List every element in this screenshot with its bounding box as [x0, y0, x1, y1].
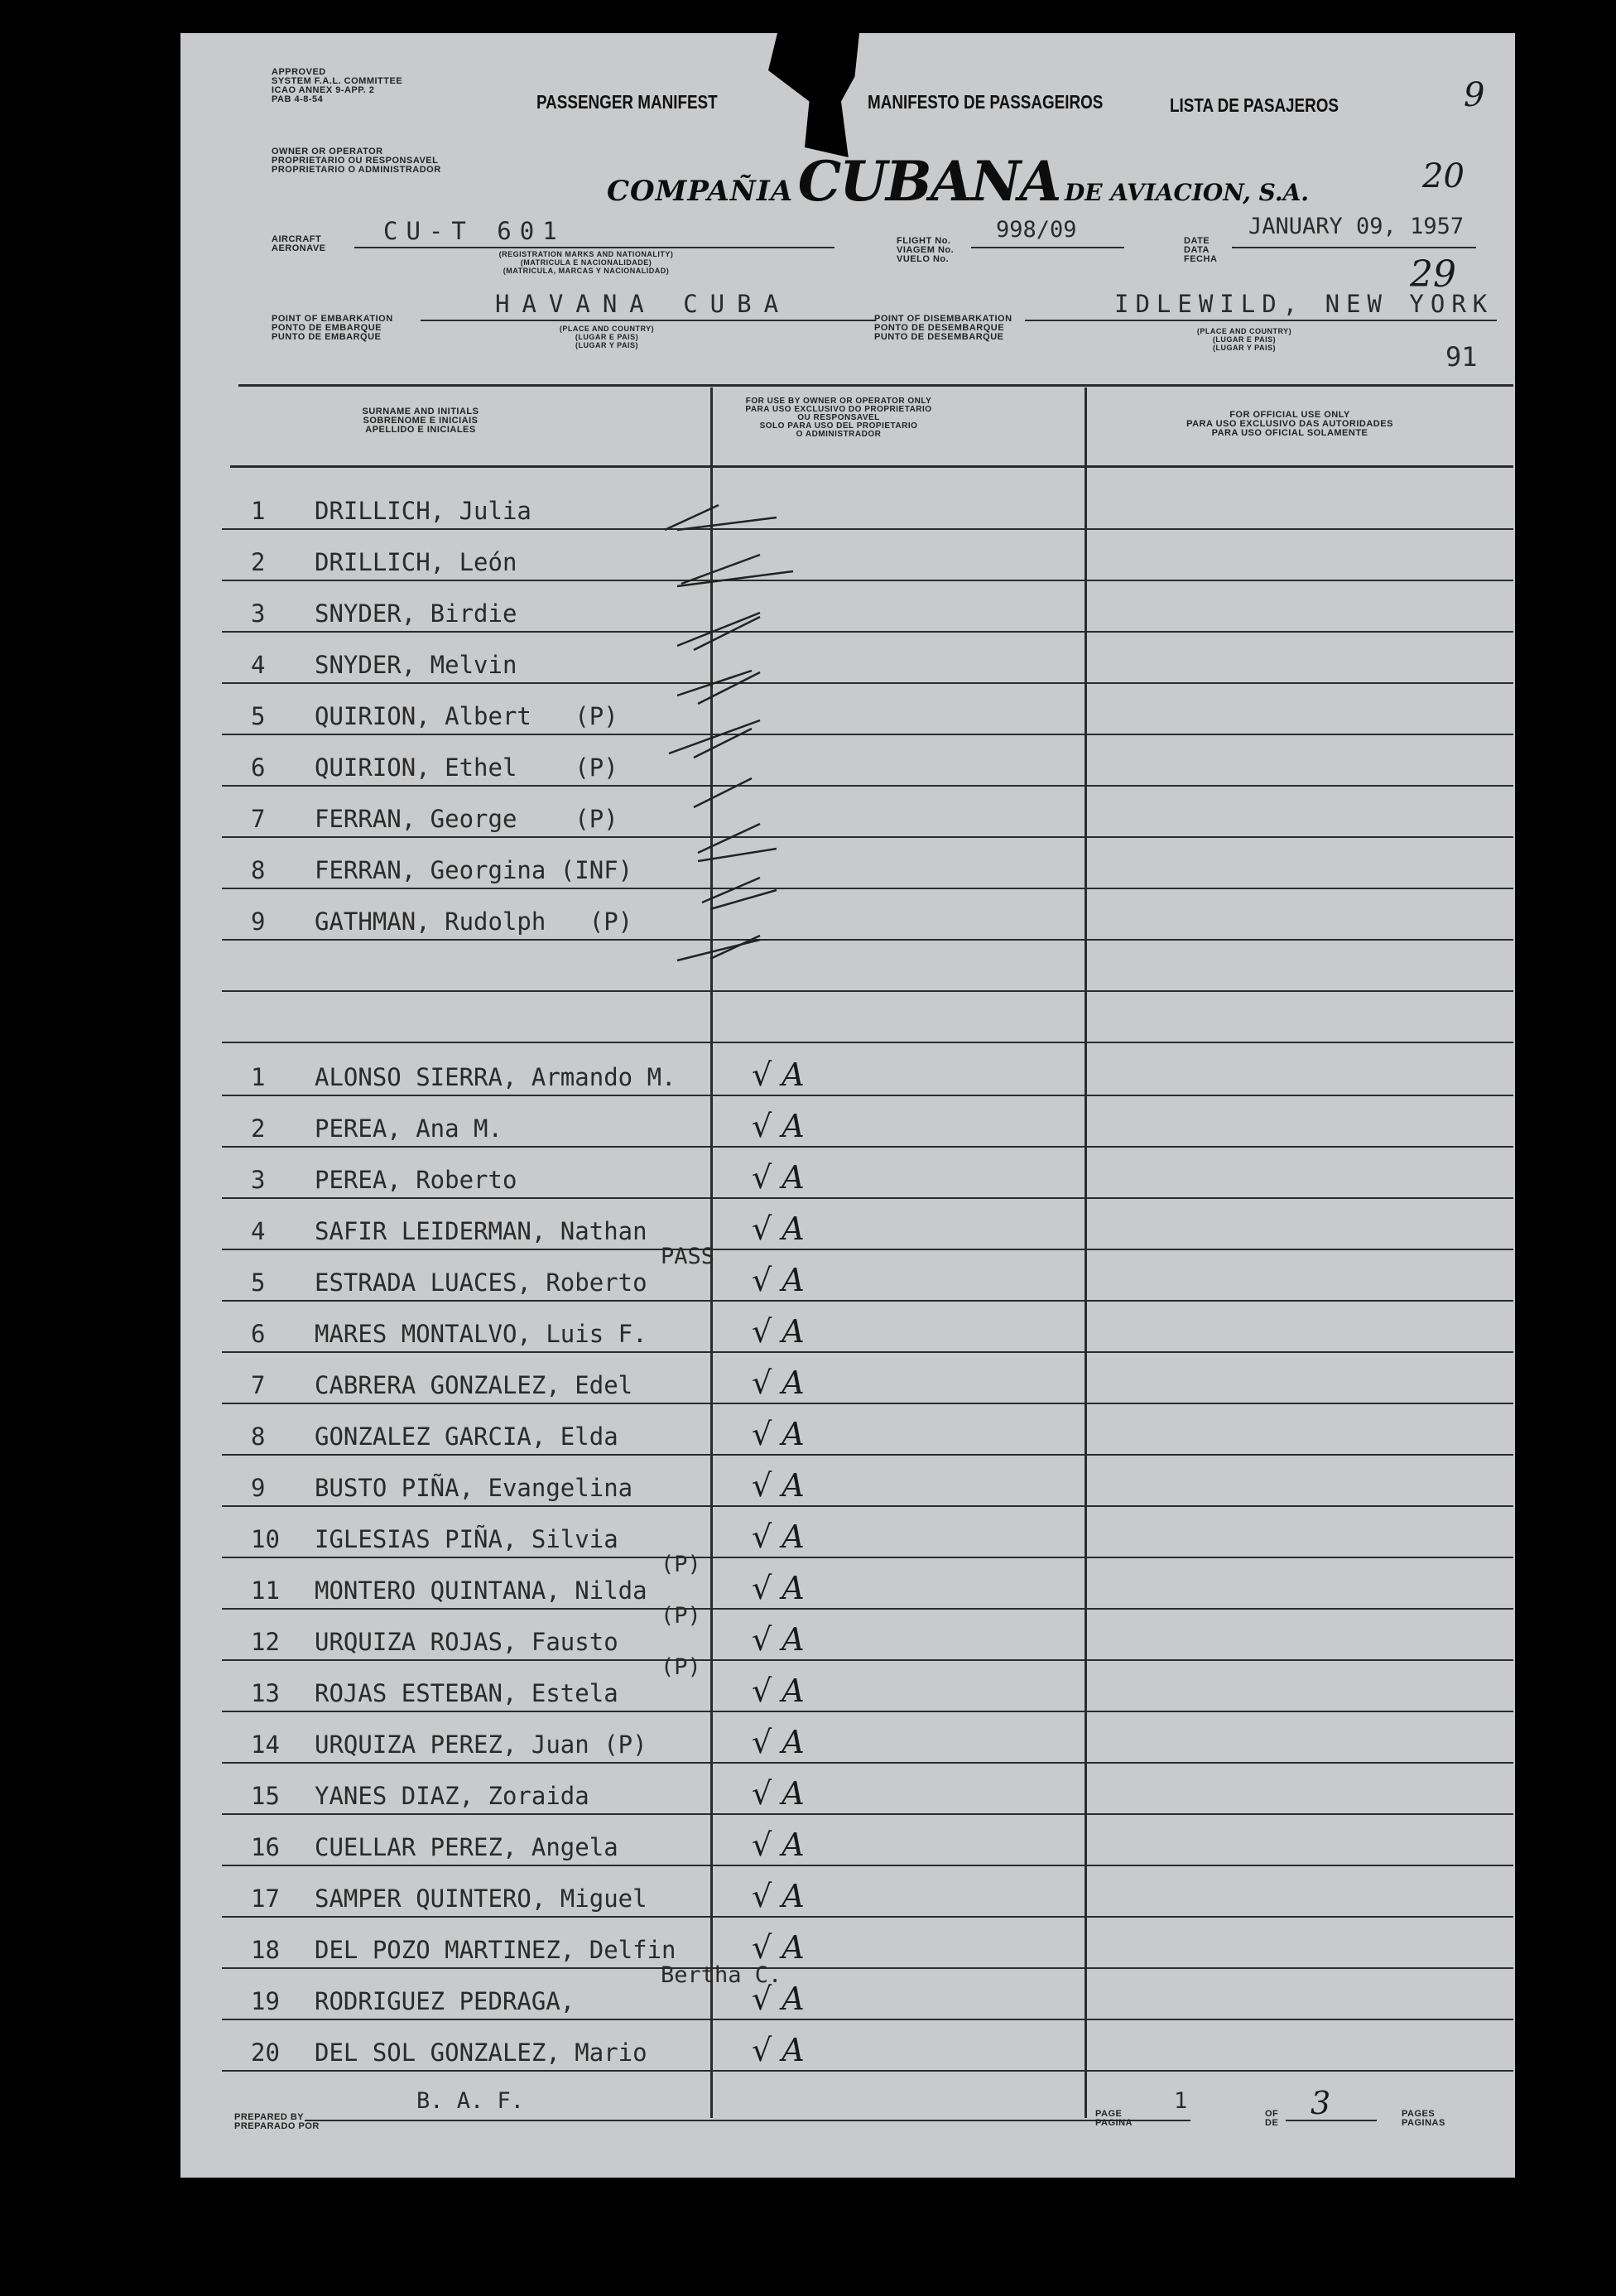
aircraft-label: AIRCRAFT AERONAVE: [272, 234, 326, 253]
flight-label: FLIGHT No. VIAGEM No. VUELO No.: [897, 236, 955, 264]
tick-strokes: [180, 33, 1515, 1109]
row-number: 18: [251, 1936, 280, 1964]
passenger-name: IGLESIAS PIÑA, Silvia: [315, 1525, 618, 1553]
passenger-name: DEL POZO MARTINEZ, Delfin: [315, 1936, 676, 1964]
handwritten-note-top: 20: [1422, 157, 1464, 195]
passenger-name: BUSTO PIÑA, Evangelina: [315, 1474, 633, 1502]
passenger-name: URQUIZA ROJAS, Fausto: [315, 1628, 618, 1656]
row-number: 6: [251, 1320, 266, 1348]
passenger-name: DEL SOL GONZALEZ, Mario: [315, 2038, 647, 2067]
passenger-name: CABRERA GONZALEZ, Edel: [315, 1371, 633, 1399]
manifest-code: 91: [1445, 341, 1478, 373]
title-en: PASSENGER MANIFEST: [536, 91, 718, 113]
row-number: 9: [251, 1474, 266, 1502]
table-row: [222, 1654, 1513, 1712]
embark-place: HAVANA CUBA: [495, 290, 791, 318]
owner-check-mark: √ A: [752, 1211, 805, 1247]
table-row: [222, 1045, 1513, 1096]
owner-check-mark: √ A: [752, 1057, 805, 1093]
handwritten-side-note: 29: [1410, 253, 1456, 296]
owner-check-mark: √ A: [752, 1673, 805, 1709]
flight-number: 998/09: [996, 217, 1077, 243]
row-number: 17: [251, 1884, 280, 1913]
passenger-name: GONZALEZ GARCIA, Elda: [315, 1422, 618, 1451]
owner-check-mark: √ A: [752, 1467, 805, 1504]
table-row: [222, 1199, 1513, 1250]
row-number: 1: [251, 1063, 266, 1091]
owner-check-mark: √ A: [752, 1570, 805, 1606]
handwritten-page-number: 9: [1464, 76, 1485, 114]
row-number: 8: [251, 1422, 266, 1451]
column-header-official: FOR OFFICIAL USE ONLY PARA USO EXCLUSIVO DAS AUTORIDADES PARA USO OFICIAL SOLAMENTE: [1186, 410, 1393, 438]
table-row: [222, 1866, 1513, 1918]
table-row: 8 FERRAN, Georgina (INF): [222, 838, 1513, 889]
table-row: [222, 1456, 1513, 1507]
table-row: [222, 1962, 1513, 2020]
embark-sublabel: (PLACE AND COUNTRY) (LUGAR E PAIS) (LUGAR Y PAIS): [559, 325, 655, 349]
page-number: 1: [1174, 2088, 1188, 2114]
table-row: 4 SNYDER, Melvin: [222, 633, 1513, 684]
row-number: 10: [251, 1525, 280, 1553]
table-row: [222, 1552, 1513, 1610]
passenger-name: YANES DIAZ, Zoraida: [315, 1782, 589, 1810]
row-number: 5: [251, 1268, 266, 1297]
prepared-by-value: B. A. F.: [416, 2088, 525, 2114]
table-row: [222, 1815, 1513, 1866]
passenger-name: PEREA, Roberto: [315, 1166, 517, 1194]
page-label: PAGE PAGINA: [1095, 2109, 1133, 2128]
owner-check-mark: √ A: [752, 1929, 805, 1966]
owner-check-mark: √ A: [752, 1262, 805, 1298]
row-number: 20: [251, 2038, 280, 2067]
airline-logo: COMPAÑIA CUBANA DE AVIACION, S.A.: [607, 149, 1310, 214]
owner-check-mark: √ A: [752, 1519, 805, 1555]
disembark-place: IDLEWILD, NEW YORK: [1114, 290, 1494, 318]
table-row: 2 DRILLICH, León: [222, 530, 1513, 581]
row-number: 13: [251, 1679, 280, 1707]
table-row: [222, 1507, 1513, 1558]
passenger-name: URQUIZA PEREZ, Juan (P): [315, 1730, 647, 1759]
table-row: [222, 1918, 1513, 1969]
table-row: [222, 1353, 1513, 1404]
row-number: 3: [251, 1166, 266, 1194]
owner-check-mark: √ A: [752, 1416, 805, 1452]
table-row: 3 SNYDER, Birdie: [222, 581, 1513, 633]
table-row: [222, 1302, 1513, 1353]
row-number: 11: [251, 1576, 280, 1605]
table-row: [222, 2020, 1513, 2072]
manifest-sheet: [180, 33, 1515, 2178]
row-number: 14: [251, 1730, 280, 1759]
owner-label: OWNER OR OPERATOR PROPRIETARIO OU RESPONSAVEL PROPRIETARIO O ADMINISTRADOR: [272, 147, 441, 175]
table-row: 7 FERRAN, George (P): [222, 787, 1513, 838]
table-row: [222, 1244, 1513, 1302]
table-row: [222, 1764, 1513, 1815]
flight-date: JANUARY 09, 1957: [1248, 214, 1464, 239]
owner-check-mark: √ A: [752, 1313, 805, 1350]
owner-check-mark: √ A: [752, 1159, 805, 1196]
owner-check-mark: √ A: [752, 1775, 805, 1812]
row-note: Bertha C.: [661, 1962, 782, 1988]
disembark-sublabel: (PLACE AND COUNTRY) (LUGAR E PAIS) (LUGAR Y PAIS): [1196, 327, 1292, 352]
date-label: DATE DATA FECHA: [1184, 236, 1218, 264]
row-note: (P): [661, 1603, 701, 1629]
title-pt: MANIFESTO DE PASSAGEIROS: [868, 91, 1104, 113]
table-row: [222, 1404, 1513, 1456]
approval-block: APPROVED SYSTEM F.A.L. COMMITTEE ICAO ANNEX 9-APP. 2 PAB 4-8-54: [272, 67, 403, 104]
passenger-name: MARES MONTALVO, Luis F.: [315, 1320, 647, 1348]
row-number: 4: [251, 1217, 266, 1245]
passenger-name: ALONSO SIERRA, Armando M.: [315, 1063, 676, 1091]
disembark-label: POINT OF DISEMBARKATION PONTO DE DESEMBARQUE PUNTO DE DESEMBARQUE: [874, 314, 1012, 342]
owner-check-mark: √ A: [752, 1981, 805, 2017]
prepared-by-label: PREPARED BY PREPARADO POR: [234, 2112, 320, 2131]
table-row: 6 QUIRION, Ethel (P): [222, 735, 1513, 787]
table-row: [222, 1712, 1513, 1764]
passenger-name: ROJAS ESTEBAN, Estela: [315, 1679, 618, 1707]
owner-check-mark: √ A: [752, 1827, 805, 1863]
row-number: 12: [251, 1628, 280, 1656]
row-note: PASS: [661, 1244, 715, 1269]
table-row: [222, 1603, 1513, 1661]
owner-check-mark: √ A: [752, 1365, 805, 1401]
passenger-name: PEREA, Ana M.: [315, 1114, 503, 1143]
table-row: 1 DRILLICH, Julia: [222, 479, 1513, 530]
row-number: 19: [251, 1987, 280, 2015]
column-header-names: SURNAME AND INITIALS SOBRENOME E INICIAIS APELLIDO E INICIALES: [362, 407, 479, 435]
passenger-name: SAMPER QUINTERO, Miguel: [315, 1884, 647, 1913]
owner-check-mark: √ A: [752, 2032, 805, 2068]
row-note: (P): [661, 1654, 701, 1680]
page-total: 3: [1311, 2085, 1331, 2121]
row-number: 15: [251, 1782, 280, 1810]
passenger-name: SAFIR LEIDERMAN, Nathan: [315, 1217, 647, 1245]
owner-check-mark: √ A: [752, 1621, 805, 1658]
passenger-name: MONTERO QUINTANA, Nilda: [315, 1576, 647, 1605]
row-number: 7: [251, 1371, 266, 1399]
passenger-name: ESTRADA LUACES, Roberto: [315, 1268, 647, 1297]
row-number: 16: [251, 1833, 280, 1861]
table-row: [222, 1148, 1513, 1199]
table-row: 5 QUIRION, Albert (P): [222, 684, 1513, 735]
title-es: LISTA DE PASAJEROS: [1170, 94, 1339, 116]
passenger-name: CUELLAR PEREZ, Angela: [315, 1833, 618, 1861]
owner-check-mark: √ A: [752, 1108, 805, 1144]
table-row: 9 GATHMAN, Rudolph (P): [222, 889, 1513, 941]
table-row: [222, 1096, 1513, 1148]
row-number: 2: [251, 1114, 266, 1143]
owner-check-mark: √ A: [752, 1878, 805, 1914]
row-note: (P): [661, 1552, 701, 1577]
of-label: OF DE: [1265, 2109, 1279, 2128]
aircraft-registration: CU-T 601: [383, 217, 565, 245]
aircraft-sublabel: (REGISTRATION MARKS AND NATIONALITY) (MATRICULA E NACIONALIDADE) (MATRICULA, MARCAS Y NACIONALIDAD): [498, 250, 674, 275]
embark-label: POINT OF EMBARKATION PONTO DE EMBARQUE PUNTO DE EMBARQUE: [272, 314, 393, 342]
passenger-name: RODRIGUEZ PEDRAGA,: [315, 1987, 575, 2015]
column-header-owner: FOR USE BY OWNER OR OPERATOR ONLY PARA USO EXCLUSIVO DO PROPRIETARIO OU RESPONSAVEL SOLO PARA USO DEL PROPIETARIO O ADMINISTRADOR: [745, 397, 932, 439]
pages-label: PAGES PAGINAS: [1402, 2109, 1445, 2128]
owner-check-mark: √ A: [752, 1724, 805, 1760]
